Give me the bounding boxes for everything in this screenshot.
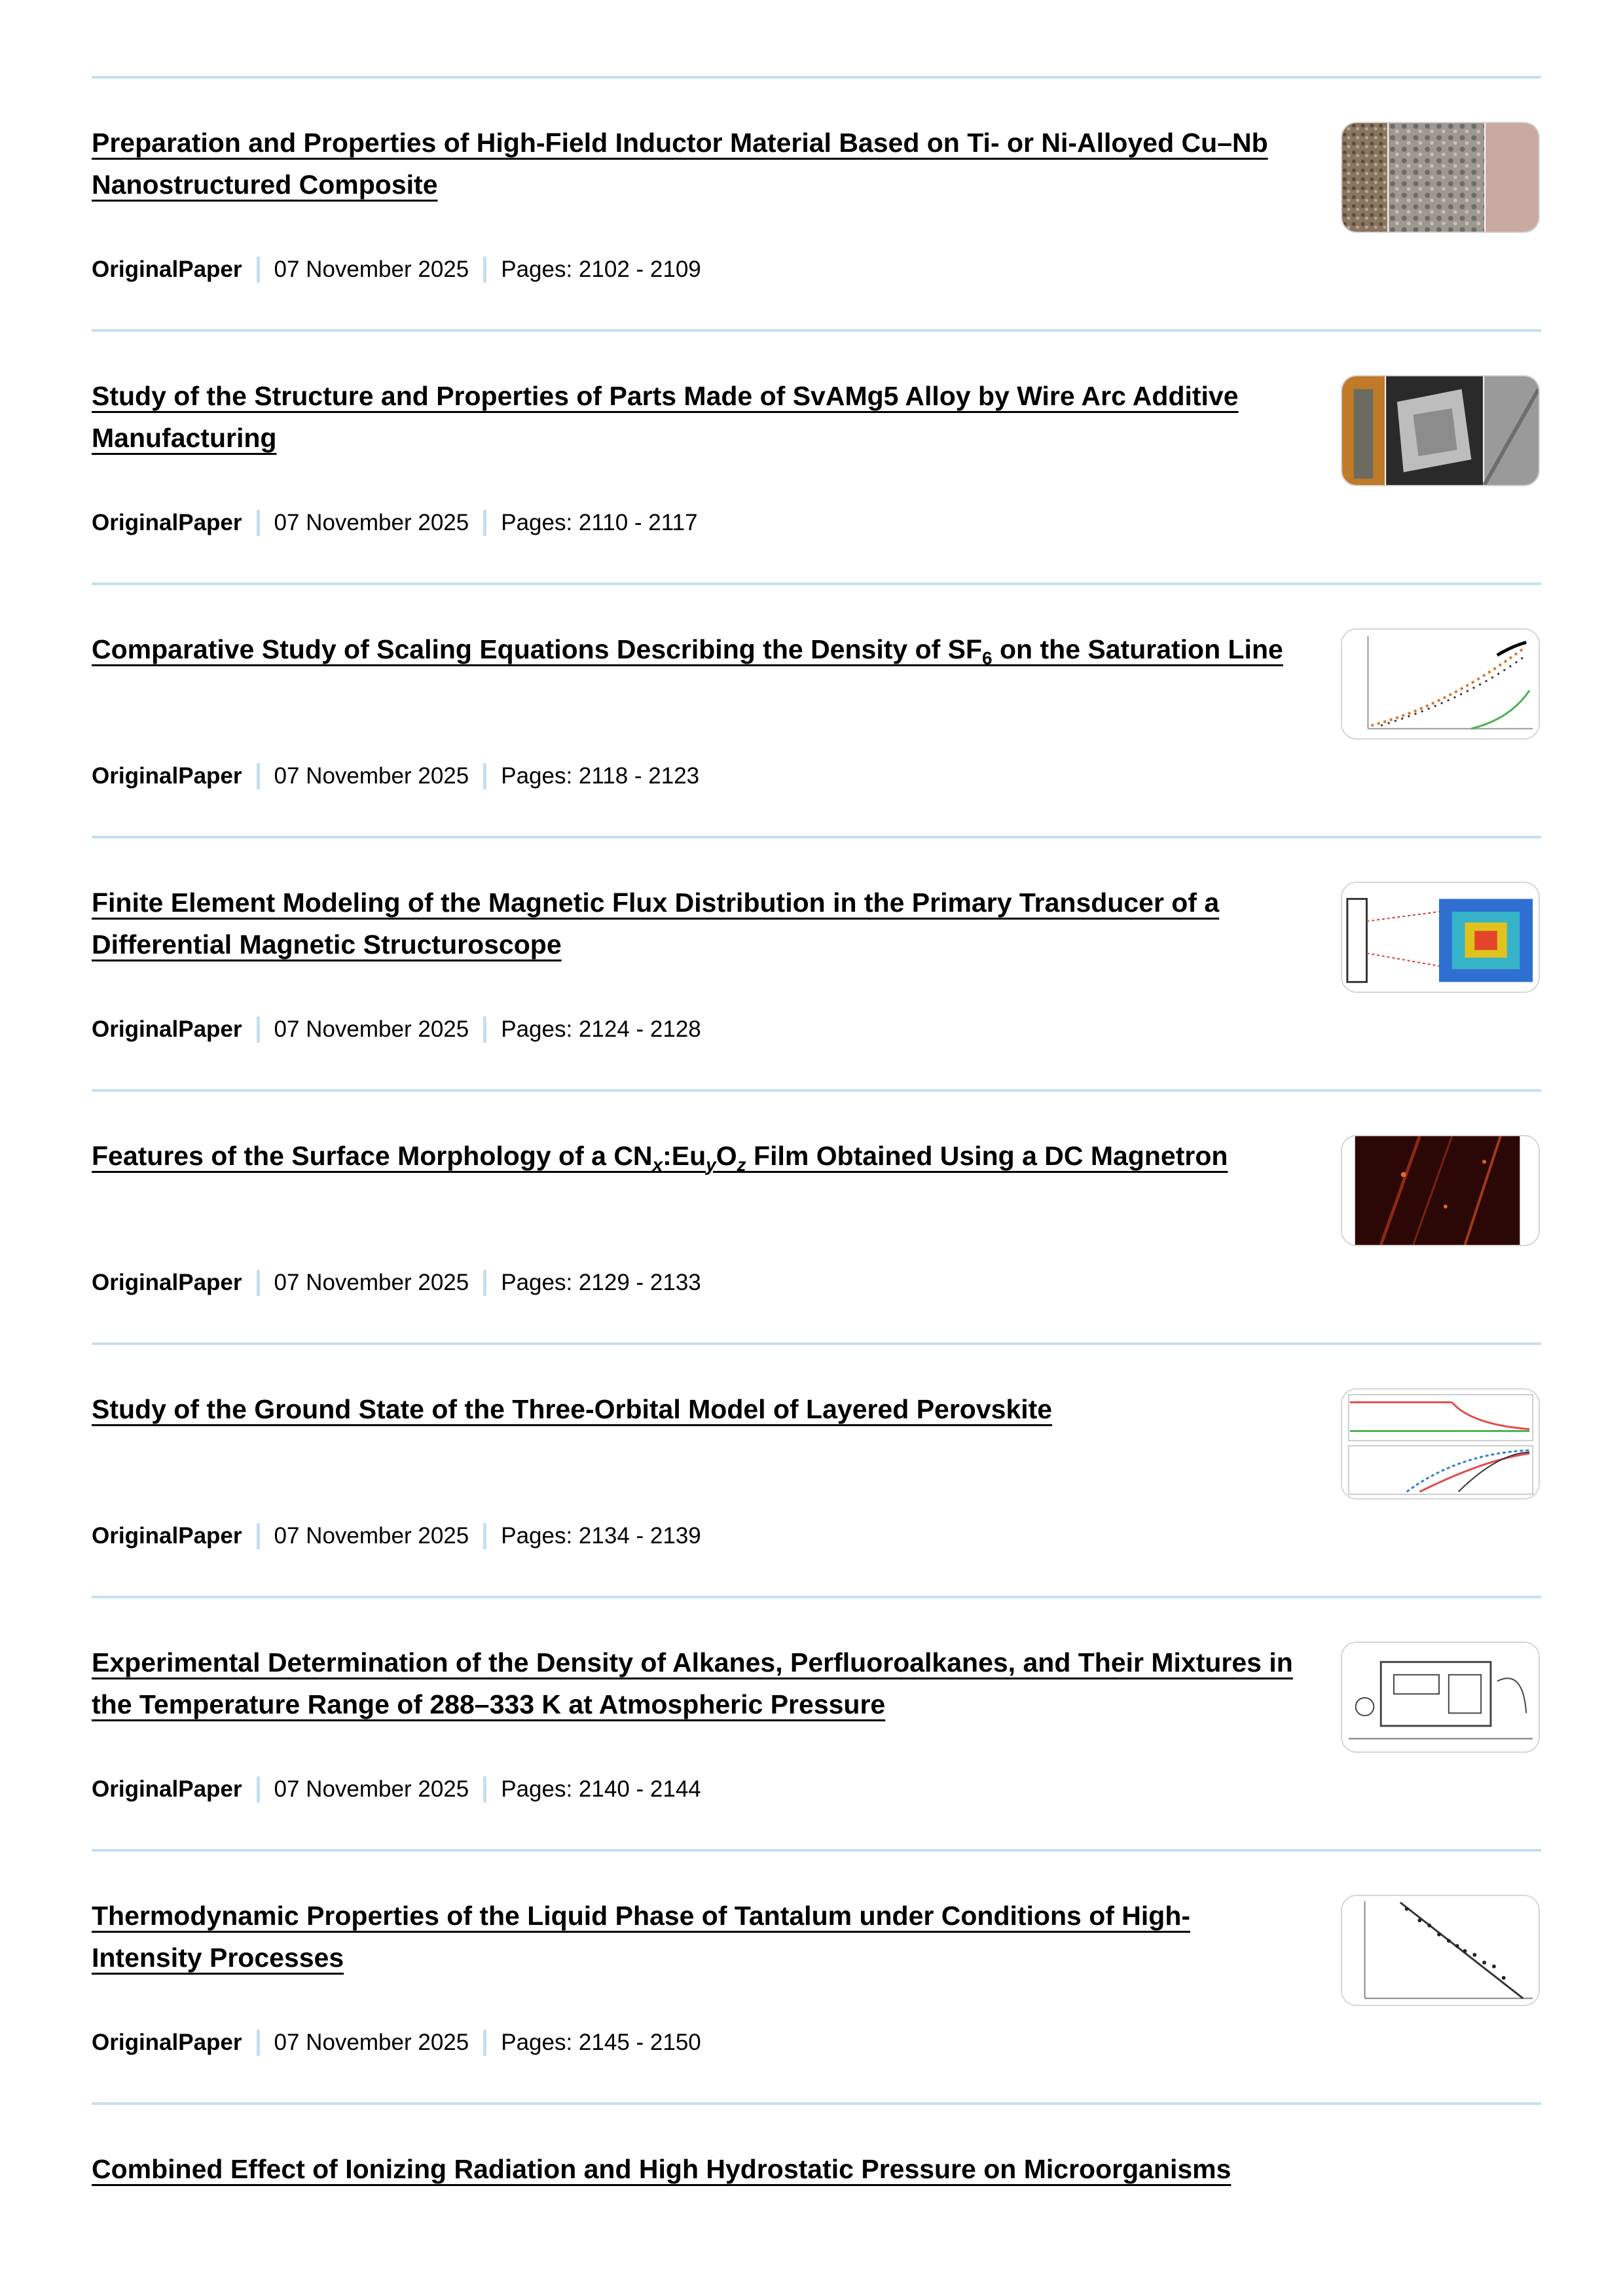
article-title-link[interactable]: Combined Effect of Ionizing Radiation and High Hydrostatic Pressure on Microorganisms — [92, 2154, 1231, 2184]
content-type: OriginalPaper — [92, 1270, 242, 1295]
page-range: Pages: 2124 - 2128 — [501, 1016, 701, 1042]
article-title — [92, 375, 1296, 459]
meta-divider — [257, 2030, 260, 2056]
article-title-link[interactable]: Comparative Study of Scaling Equations Describing the Density of $SF_6$ on the Saturation Line — [92, 634, 1283, 669]
article-item — [92, 1849, 1541, 2102]
article-meta — [92, 1270, 701, 1296]
meta-divider — [483, 1016, 486, 1043]
publication-date: 07 November 2025 — [274, 1776, 469, 1802]
page-range: Pages: 2140 - 2144 — [501, 1776, 701, 1802]
article-meta — [92, 1776, 701, 1803]
meta-divider — [257, 1523, 260, 1549]
article-title — [92, 1895, 1296, 1979]
meta-divider — [483, 1523, 486, 1549]
article-item — [92, 2102, 1541, 2194]
meta-divider — [483, 510, 486, 536]
article-item — [92, 76, 1541, 329]
publication-date: 07 November 2025 — [274, 763, 469, 789]
publication-date: 07 November 2025 — [274, 257, 469, 282]
article-title-link[interactable]: Study of the Ground State of the Three-Orbital Model of Layered Perovskite — [92, 1394, 1053, 1424]
publication-date: 07 November 2025 — [274, 1523, 469, 1549]
scatter-thumbnail[interactable] — [1341, 1895, 1540, 2006]
meta-divider — [483, 1776, 486, 1803]
article-title — [92, 122, 1296, 206]
microstructure-thumbnail[interactable] — [1341, 375, 1540, 486]
article-title-link[interactable]: Finite Element Modeling of the Magnetic Flux Distribution in the Primary Transducer of a Differential Magnetic Structuroscope — [92, 888, 1220, 960]
page-range: Pages: 2129 - 2133 — [501, 1270, 701, 1295]
plot-thumbnail[interactable] — [1341, 628, 1540, 740]
page-range: Pages: 2102 - 2109 — [501, 257, 701, 282]
page-range: Pages: 2118 - 2123 — [501, 763, 700, 789]
flux-map-thumbnail[interactable] — [1341, 882, 1540, 993]
article-meta — [92, 763, 699, 789]
micrograph-thumbnail[interactable] — [1341, 122, 1540, 233]
meta-divider — [257, 510, 260, 536]
page-range: Pages: 2110 - 2117 — [501, 510, 698, 535]
article-meta — [92, 1523, 701, 1549]
content-type: OriginalPaper — [92, 1016, 242, 1042]
article-title — [92, 1388, 1296, 1430]
page-range: Pages: 2145 - 2150 — [501, 2030, 701, 2055]
content-type: OriginalPaper — [92, 2030, 242, 2055]
afm-thumbnail[interactable] — [1341, 1135, 1540, 1246]
article-list — [92, 76, 1541, 2194]
article-item — [92, 836, 1541, 1089]
article-title — [92, 2148, 1296, 2190]
content-type: OriginalPaper — [92, 1776, 242, 1802]
page-range: Pages: 2134 - 2139 — [501, 1523, 701, 1549]
article-meta — [92, 1016, 701, 1043]
article-title-link[interactable]: Preparation and Properties of High-Field Inductor Material Based on Ti- or Ni-Alloyed Cu–Nb Nanostructured Composite — [92, 128, 1268, 200]
article-item — [92, 329, 1541, 583]
content-type: OriginalPaper — [92, 763, 242, 789]
article-item — [92, 583, 1541, 836]
meta-divider — [483, 763, 486, 789]
article-item — [92, 1342, 1541, 1596]
article-title-link[interactable]: Experimental Determination of the Density of Alkanes, Perfluoroalkanes, and Their Mixtures in the Temperature Range of 288–333 K at Atmospheric Pressure — [92, 1647, 1293, 1719]
article-title — [92, 882, 1296, 965]
apparatus-thumbnail[interactable] — [1341, 1641, 1540, 1753]
meta-divider — [257, 763, 260, 789]
article-title — [92, 1641, 1296, 1725]
content-type: OriginalPaper — [92, 257, 242, 282]
content-type: OriginalPaper — [92, 1523, 242, 1549]
article-meta — [92, 510, 698, 536]
article-title — [92, 628, 1296, 679]
graph-thumbnail[interactable] — [1341, 1388, 1540, 1499]
meta-divider — [483, 2030, 486, 2056]
publication-date: 07 November 2025 — [274, 510, 469, 535]
article-title-link[interactable]: Features of the Surface Morphology of a $CN_x:Eu_yO_z$ Film Obtained Using a DC Magnetron — [92, 1141, 1228, 1175]
meta-divider — [257, 257, 260, 283]
article-meta — [92, 257, 701, 283]
article-item — [92, 1596, 1541, 1849]
article-item — [92, 1089, 1541, 1342]
article-meta — [92, 2030, 701, 2056]
article-title-link[interactable]: Study of the Structure and Properties of Parts Made of SvAMg5 Alloy by Wire Arc Additive Manufacturing — [92, 381, 1239, 453]
article-title-link[interactable]: Thermodynamic Properties of the Liquid Phase of Tantalum under Conditions of High-Intensity Processes — [92, 1901, 1191, 1973]
meta-divider — [257, 1016, 260, 1043]
meta-divider — [483, 257, 486, 283]
publication-date: 07 November 2025 — [274, 2030, 469, 2055]
meta-divider — [257, 1776, 260, 1803]
meta-divider — [483, 1270, 486, 1296]
article-title — [92, 1135, 1296, 1186]
publication-date: 07 November 2025 — [274, 1016, 469, 1042]
content-type: OriginalPaper — [92, 510, 242, 535]
meta-divider — [257, 1270, 260, 1296]
publication-date: 07 November 2025 — [274, 1270, 469, 1295]
